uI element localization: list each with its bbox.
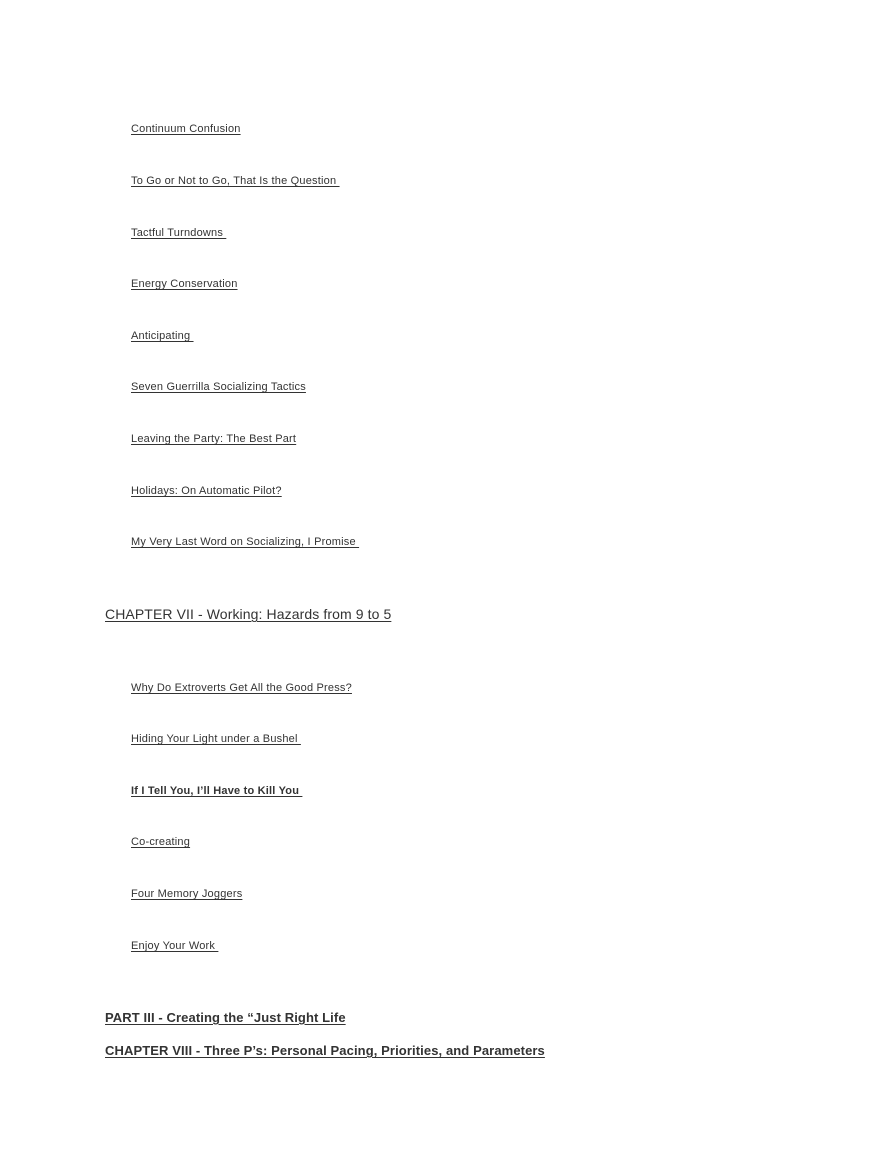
toc-link-tactful-turndowns[interactable]: Tactful Turndowns bbox=[131, 227, 227, 239]
toc-link-holidays[interactable]: Holidays: On Automatic Pilot? bbox=[131, 485, 282, 497]
toc-link-leaving-the-party[interactable]: Leaving the Party: The Best Part bbox=[131, 433, 297, 445]
toc-link-seven-guerrilla-tactics[interactable]: Seven Guerrilla Socializing Tactics bbox=[131, 381, 306, 393]
toc-link-co-creating[interactable]: Co-creating bbox=[131, 836, 191, 848]
toc-link-last-word-on-socializing[interactable]: My Very Last Word on Socializing, I Promise bbox=[131, 536, 360, 548]
toc-link-chapter-vii[interactable]: CHAPTER VII - Working: Hazards from 9 to 5 bbox=[105, 606, 392, 622]
toc-link-anticipating[interactable]: Anticipating bbox=[131, 330, 194, 342]
toc-link-part-iii[interactable]: PART III - Creating the “Just Right Life bbox=[105, 1010, 346, 1025]
toc-link-four-memory-joggers[interactable]: Four Memory Joggers bbox=[131, 888, 243, 900]
toc-link-if-i-tell-you[interactable]: If I Tell You, I’ll Have to Kill You bbox=[131, 785, 303, 797]
toc-link-extroverts-good-press[interactable]: Why Do Extroverts Get All the Good Press? bbox=[131, 682, 352, 694]
toc-link-to-go-or-not-to-go[interactable]: To Go or Not to Go, That Is the Question bbox=[131, 175, 340, 187]
toc-link-hiding-your-light[interactable]: Hiding Your Light under a Bushel bbox=[131, 733, 301, 745]
toc-link-continuum-confusion[interactable]: Continuum Confusion bbox=[131, 123, 241, 135]
toc-link-enjoy-your-work[interactable]: Enjoy Your Work bbox=[131, 940, 219, 952]
toc-link-energy-conservation[interactable]: Energy Conservation bbox=[131, 278, 238, 290]
toc-link-chapter-viii[interactable]: CHAPTER VIII - Three P’s: Personal Pacing, Priorities, and Parameters bbox=[105, 1043, 545, 1058]
clipped-line-container bbox=[0, 1038, 893, 1058]
